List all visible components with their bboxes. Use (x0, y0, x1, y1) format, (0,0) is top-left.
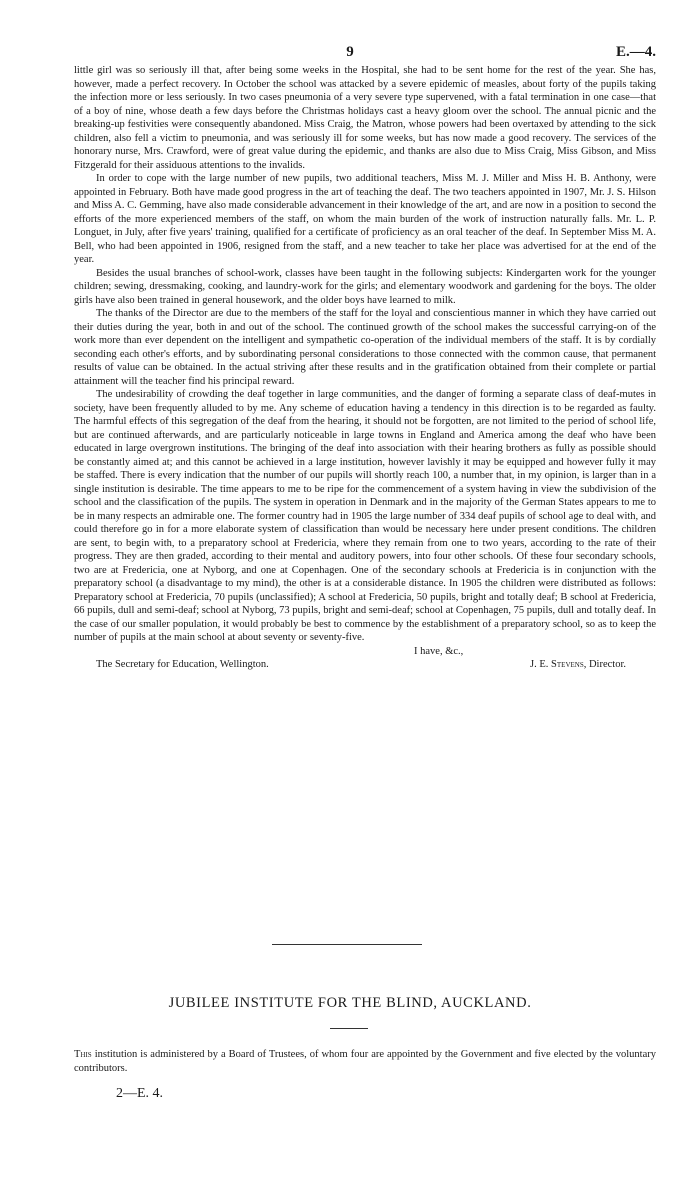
section-heading: JUBILEE INSTITUTE FOR THE BLIND, AUCKLAND. (168, 995, 532, 1011)
signatory-surname: Stevens (551, 659, 584, 670)
document-reference: E.—4. (615, 44, 656, 60)
page-number: 9 (346, 44, 354, 60)
signature-reference: 2—E. 4. (116, 1086, 164, 1101)
intro-text-rest: institution is administered by a Board of Trustees, of whom four are appointed by the Government and five elected by the voluntary contributors. (74, 1049, 656, 1074)
paragraph-teachers: In order to cope with the large number of new pupils, two additional teachers, Miss M. J. Miller and Miss H. B. Anthony, were appointed in February. Both have made good progress in the art of teaching the deaf. The two teachers appointed in 1907, Mr. J. S. Hilson and Miss A. C. Gemming, have also made considerable advancement in their knowledge of the art, and are now in a position to second the efforts of the more experienced members of the staff, on whom the main burden of the work of instruction naturally falls. Mr. L. P. Longuet, in July, after five years' training, qualified for a certificate of proficiency as an oral teacher of the deaf. In September Miss M. A. Bell, who had been appointed in 1906, resigned from the staff, and a new teacher to take her place was advertised for at the end of the year. (74, 173, 657, 265)
paragraph-staff-thanks: The thanks of the Director are due to the members of the staff for the loyal and conscientious manner in which they have carried out their duties during the year, both in and out of the school. The continued growth of the school makes the successful carrying-on of the work more than ever dependent on the intelligent and sympathetic co-operation of the individual members of the staff. It is by cordially seconding each other's efforts, and by subordinating personal considerations to those connected with the common cause, that permanent results of value can be obtained. In the actual striving after these results and in the gratification obtained from their complete or partial attainment will the teacher find his principal reward. (74, 308, 656, 387)
paragraph-epidemic: little girl was so seriously ill that, after being some weeks in the Hospital, she had to be sent home for the rest of the year. She has, however, made a perfect recovery. In October the school was attacked by a severe epidemic of measles, about forty of the pupils taking the infection more or less seriously. In two cases pneumonia of a very severe type supervened, with a fatal termination in one case—that of a boy of nine, whose death a few days before the Christmas holidays cast a heavy gloom over the school. The annual picnic and the breaking-up festivities were consequently abandoned. Miss Craig, the Matron, whose powers had been overtaxed by attending to the sick children, also fell a victim to pneumonia, and was seriously ill for some weeks, but has now made a good recovery. The services of the honorary nurse, Mrs. Crawford, were of great value during the epidemic, and thanks are also due to Miss Craig, Miss Gibson, and Miss Fitzgerald for their assiduous attentions to the invalids. (74, 65, 656, 171)
report-body (74, 64, 656, 672)
closing-salutation: I have, &c., (414, 645, 464, 657)
paragraph-classification: The undesirability of crowding the deaf together in large communities, and the danger of forming a separate class of deaf-mutes in society, have been frequently alluded to by me. Any scheme of education having a tendency in this direction is to be regarded as faulty. The harmful effects of this segregation of the deaf from the hearing, it should not be forgotten, are not limited to the period of school life, but are continued afterwards, and are particularly noticeable in large towns in England and America among the deaf who have been educated in large overgrown institutions. The bringing of the deaf into association with their hearing brothers as fully as possible should be constantly aimed at; and this cannot be achieved in a large institution, however lavishly it may be equipped and however fully it may be staffed. There is every indication that the number of our pupils will shortly reach 100, a number that, in my opinion, is larger than in a single institution is desirable. The time appears to me to be ripe for the commencement of a system having in view the subdivision of the school and the classification of the pupils. The system in operation in Denmark and in the majority of the German States appears to me to be in many respects an admirable one. The former country had in 1905 the large number of 334 deaf pupils of school age to deal with, and could therefore go in for a more elaborate system of classification than would be necessary here under present conditions. The children are sent, to begin with, to a preparatory school at Fredericia, where they remain from one to two years, according to the rate of their progress. They are then graded, according to their mental and auditory powers, into four other schools. Of these four secondary schools, two are at Fredericia, one at Nyborg, and one at Copenhagen. One of the secondary schools at Fredericia is in conjunction with the preparatory school (a disadvantage to my mind), the other is at a considerable distance. In 1905 the children were distributed as follows: Preparatory school at Fredericia, 70 pupils (unclassified); A school at Fredericia, 50 pupils, bright and totally deaf; B school at Fredericia, 66 pupils, dull and semi-deaf; school at Nyborg, 73 pupils, bright and semi-deaf; school at Copenhagen, 75 pupils, dull and totally deaf. In the case of our smaller population, it would probably be best to commence by the establishment of a preparatory school, so as to keep the number of pupils at the main school at about seventy or seventy-five. (74, 389, 656, 643)
signatory-title: , Director. (583, 659, 626, 670)
signatory-initials: J. E. (530, 659, 549, 670)
signature (530, 658, 626, 672)
section-intro (74, 1048, 656, 1075)
section-divider (272, 944, 422, 945)
paragraph-subjects: Besides the usual branches of school-work, classes have been taught in the following subjects: Kindergarten work for the younger children; sewing, dressmaking, cooking, and laundry-work for the girls; and elementary woodwork and gardening for the boys. The older girls have also been trained in general housework, and the older boys have learned to milk. (74, 267, 656, 306)
heading-underline (330, 1028, 368, 1029)
closing-line (74, 645, 656, 659)
intro-lead-word: This (74, 1049, 92, 1060)
signature-row (74, 658, 656, 672)
closing-spacer (74, 645, 414, 659)
addressee: The Secretary for Education, Wellington. (96, 659, 269, 670)
